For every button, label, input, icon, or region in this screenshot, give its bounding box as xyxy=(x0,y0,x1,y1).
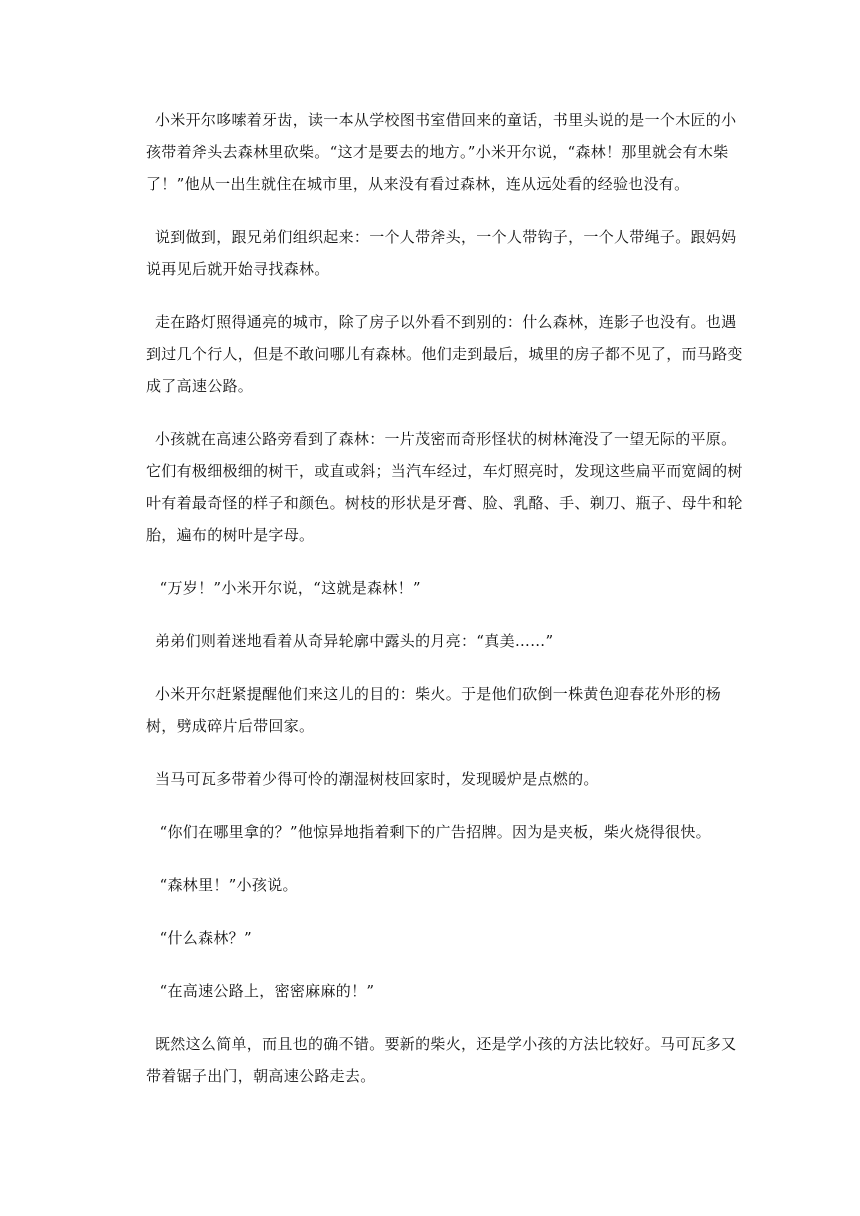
paragraph: “什么森林？” xyxy=(159,929,252,947)
paragraph: 小米开尔哆嗦着牙齿，读一本从学校图书室借回来的童话，书里头说的是一个木匠的小孩带着斧头去森林里砍柴。“这才是要去的地方。”小米开尔说，“森林！那里就会有木柴了！”他从一出生就住在城市里，从来没有看过森林，连从远处看的经验也没有。 xyxy=(146,111,737,193)
paragraph: “森林里！”小孩说。 xyxy=(159,876,298,894)
paragraph: 弟弟们则着迷地看着从奇异轮廓中露头的月亮：“真美……” xyxy=(155,632,554,650)
paragraph: “万岁！”小米开尔说，“这就是森林！” xyxy=(159,579,421,597)
paragraph: 既然这么简单，而且也的确不错。要新的柴火，还是学小孩的方法比较好。马可瓦多又带着锯子出门，朝高速公路走去。 xyxy=(146,1035,737,1085)
paragraph: 小米开尔赶紧提醒他们来这儿的目的：柴火。于是他们砍倒一株黄色迎春花外形的杨树，劈成碎片后带回家。 xyxy=(146,685,722,735)
paragraph: 小孩就在高速公路旁看到了森林：一片茂密而奇形怪状的树林淹没了一望无际的平原。它们有极细极细的树干，或直或斜；当汽车经过，车灯照亮时，发现这些扁平而宽阔的树叶有着最奇怪的样子和颜色。树枝的形状是牙膏、脸、乳酪、手、剃刀、瓶子、母牛和轮胎，遍布的树叶是字母。 xyxy=(146,430,743,544)
story-body xyxy=(146,104,746,1113)
paragraph: “你们在哪里拿的？”他惊异地指着剩下的广告招牌。因为是夹板，柴火烧得很快。 xyxy=(159,823,711,841)
paragraph: 当马可瓦多带着少得可怜的潮湿树枝回家时，发现暖炉是点燃的。 xyxy=(155,770,599,788)
paragraph: 说到做到，跟兄弟们组织起来：一个人带斧头，一个人带钩子，一个人带绳子。跟妈妈说再见后就开始寻找森林。 xyxy=(146,228,737,278)
paragraph: 走在路灯照得通亮的城市，除了房子以外看不到别的：什么森林，连影子也没有。也遇到过几个行人，但是不敢问哪儿有森林。他们走到最后，城里的房子都不见了，而马路变成了高速公路。 xyxy=(146,313,743,395)
paragraph: “在高速公路上，密密麻麻的！” xyxy=(159,982,375,1000)
